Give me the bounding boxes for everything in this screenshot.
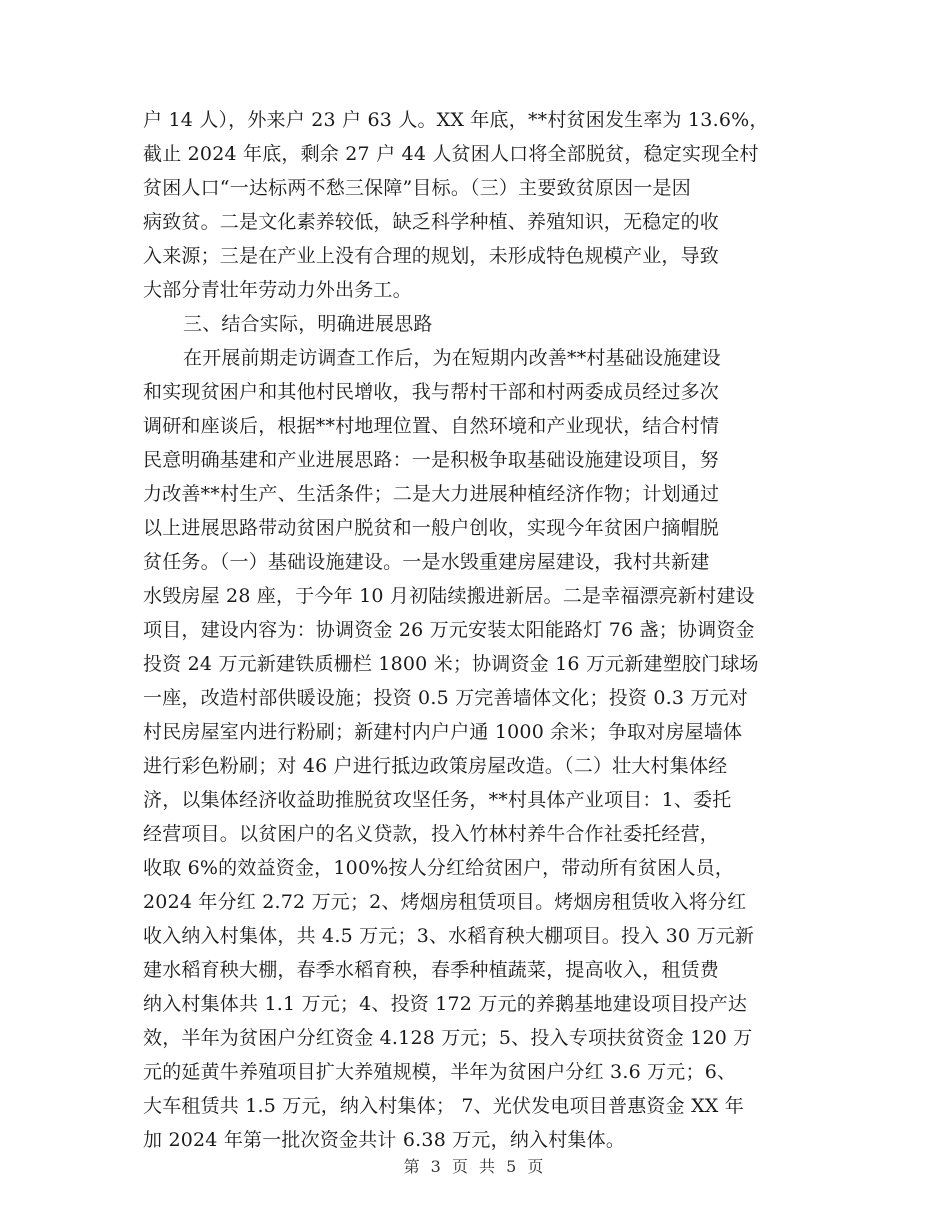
text-line: 元的延黄牛养殖项目扩大养殖规模，半年为贫困户分红 3.6 万元；6、: [143, 1061, 737, 1083]
text-line: 2024 年分红 2.72 万元；2、烤烟房租赁项目。烤烟房租赁收入将分红: [143, 891, 747, 913]
text-line: 入来源；三是在产业上没有合理的规划，未形成特色规模产业，导致: [143, 245, 720, 267]
text-line: 贫困人口“一达标两不愁三保障”目标。（三）主要致贫原因一是因: [143, 177, 691, 199]
text-line: 村民房屋室内进行粉刷；新建村内户户通 1000 余米；争取对房屋墙体: [143, 721, 743, 743]
text-line: 截止 2024 年底，剩余 27 户 44 人贫困人口将全部脱贫，稳定实现全村: [143, 143, 759, 165]
text-line: 病致贫。二是文化素养较低，缺乏科学种植、养殖知识，无稳定的收: [143, 211, 720, 233]
text-line: 大部分青壮年劳动力外出务工。: [143, 279, 412, 301]
text-line: 纳入村集体共 1.1 万元；4、投资 172 万元的养鹅基地建设项目投产达: [143, 993, 748, 1015]
text-line: 以上进展思路带动贫困户脱贫和一般户创收，实现今年贫困户摘帽脱: [143, 517, 720, 539]
text-line: 投资 24 万元新建铁质栅栏 1800 米；协调资金 16 万元新建塑胶门球场: [143, 653, 759, 675]
text-line: 力改善**村生产、生活条件；二是大力进展种植经济作物；计划通过: [143, 483, 720, 505]
text-line: 和实现贫困户和其他村民增收，我与帮村干部和村两委成员经过多次: [143, 381, 720, 403]
text-line: 贫任务。（一）基础设施建设。一是水毁重建房屋建设，我村共新建: [143, 551, 710, 573]
text-line: 大车租赁共 1.5 万元，纳入村集体； 7、光伏发电项目普惠资金 XX 年: [143, 1095, 744, 1117]
page-number-footer: 第 3 页 共 5 页: [403, 1157, 547, 1176]
text-line: 经营项目。以贫困户的名义贷款，投入竹林村养牛合作社委托经营，: [143, 823, 720, 845]
text-line: 一座，改造村部供暖设施；投资 0.5 万完善墙体文化；投资 0.3 万元对: [143, 687, 748, 709]
text-line: 收取 6%的效益资金，100%按人分红给贫困户，带动所有贫困人员，: [143, 857, 735, 879]
text-line: 在开展前期走访调查工作后，为在短期内改善**村基础设施建设: [183, 347, 721, 369]
text-line: 济，以集体经济收益助推脱贫攻坚任务，**村具体产业项目：1、委托: [143, 789, 732, 811]
text-line: 民意明确基建和产业进展思路：一是积极争取基础设施建设项目，努: [143, 449, 720, 471]
text-line: 水毁房屋 28 座，于今年 10 月初陆续搬进新居。二是幸福漂亮新村建设: [143, 585, 755, 607]
text-line: 进行彩色粉刷；对 46 户进行抵边政策房屋改造。（二）壮大村集体经: [143, 755, 728, 777]
document-body: [143, 103, 813, 1157]
section-heading: 三、结合实际，明确进展思路: [183, 313, 433, 335]
text-line: 收入纳入村集体，共 4.5 万元；3、水稻育秧大棚项目。投入 30 万元新: [143, 925, 755, 947]
text-line: 调研和座谈后，根据**村地理位置、自然环境和产业现状，结合村情: [143, 415, 720, 437]
text-line: 户 14 人），外来户 23 户 63 人。XX 年底，**村贫困发生率为 13.6%，: [143, 109, 769, 131]
text-line: 建水稻育秧大棚，春季水稻育秧，春季种植蔬菜，提高收入，租赁费: [143, 959, 720, 981]
text-line: 效，半年为贫困户分红资金 4.128 万元；5、投入专项扶贫资金 120 万: [143, 1027, 753, 1049]
text-line: 项目，建设内容为：协调资金 26 万元安装太阳能路灯 76 盏；协调资金: [143, 619, 755, 641]
text-line: 加 2024 年第一批次资金共计 6.38 万元，纳入村集体。: [143, 1129, 626, 1151]
